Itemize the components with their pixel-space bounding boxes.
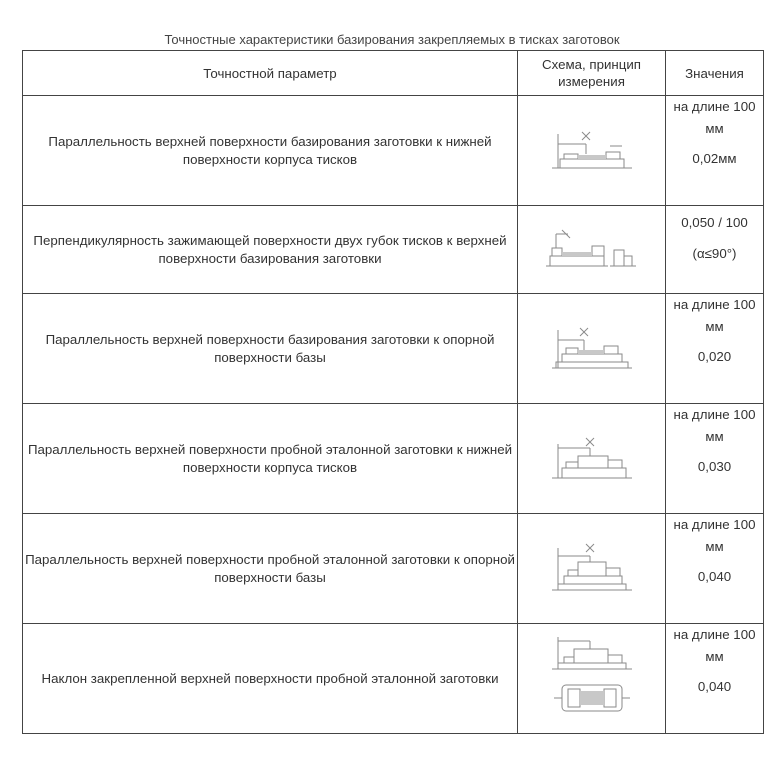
value-bottom: 0,030 [697,459,732,474]
param-cell: Параллельность верхней поверхности базирования заготовки к нижней поверхности корпуса тисков [23,96,518,206]
value-cell [666,294,764,404]
scheme-cell [518,624,666,734]
table-caption: Точностные характеристики базирования закрепляемых в тисках заготовок [164,32,620,47]
param-cell: Перпендикулярность зажимающей поверхности двух губок тисков к верхней поверхности базирования заготовки [23,206,518,294]
table-row [23,96,764,206]
value-cell [666,206,764,294]
vise-parallelism-sketch-icon [550,126,634,176]
table-header-row [23,51,764,96]
table-row [23,206,764,294]
vise-test-piece-sketch-icon [550,434,634,484]
value-top: на длине 100 мм [673,627,756,664]
value-top: на длине 100 мм [673,297,756,334]
value-bottom: (α≤90°) [692,246,737,261]
param-cell: Параллельность верхней поверхности базирования заготовки к опорной поверхности базы [23,294,518,404]
value-bottom: 0,040 [697,679,732,694]
header-scheme: Схема, принцип измерения [518,51,666,96]
value-bottom: 0,020 [697,349,732,364]
scheme-cell [518,206,666,294]
value-top: 0,050 / 100 [681,215,748,230]
param-cell: Параллельность верхней поверхности пробной эталонной заготовки к опорной поверхности базы [23,514,518,624]
header-param: Точностной параметр [23,51,518,96]
table-row [23,514,764,624]
vise-parallelism-base-sketch-icon [550,324,634,374]
value-cell [666,96,764,206]
value-bottom: 0,040 [697,569,732,584]
scheme-cell [518,404,666,514]
table-row [23,294,764,404]
vise-tilt-top-view-sketch-icon [550,633,634,725]
vise-perpendicularity-sketch-icon [544,228,640,272]
value-top: на длине 100 мм [673,407,756,444]
value-cell [666,514,764,624]
value-cell [666,404,764,514]
param-cell: Наклон закрепленной верхней поверхности пробной эталонной заготовки [23,624,518,734]
value-cell [666,624,764,734]
value-top: на длине 100 мм [673,99,756,136]
accuracy-table [22,50,764,734]
param-cell: Параллельность верхней поверхности пробной эталонной заготовки к нижней поверхности корпуса тисков [23,404,518,514]
table-row [23,624,764,734]
table-row [23,404,764,514]
scheme-cell [518,514,666,624]
value-bottom: 0,02мм [692,151,737,166]
scheme-cell [518,96,666,206]
vise-test-piece-base-sketch-icon [550,542,634,596]
value-top: на длине 100 мм [673,517,756,554]
scheme-cell [518,294,666,404]
header-value: Значения [666,51,764,96]
